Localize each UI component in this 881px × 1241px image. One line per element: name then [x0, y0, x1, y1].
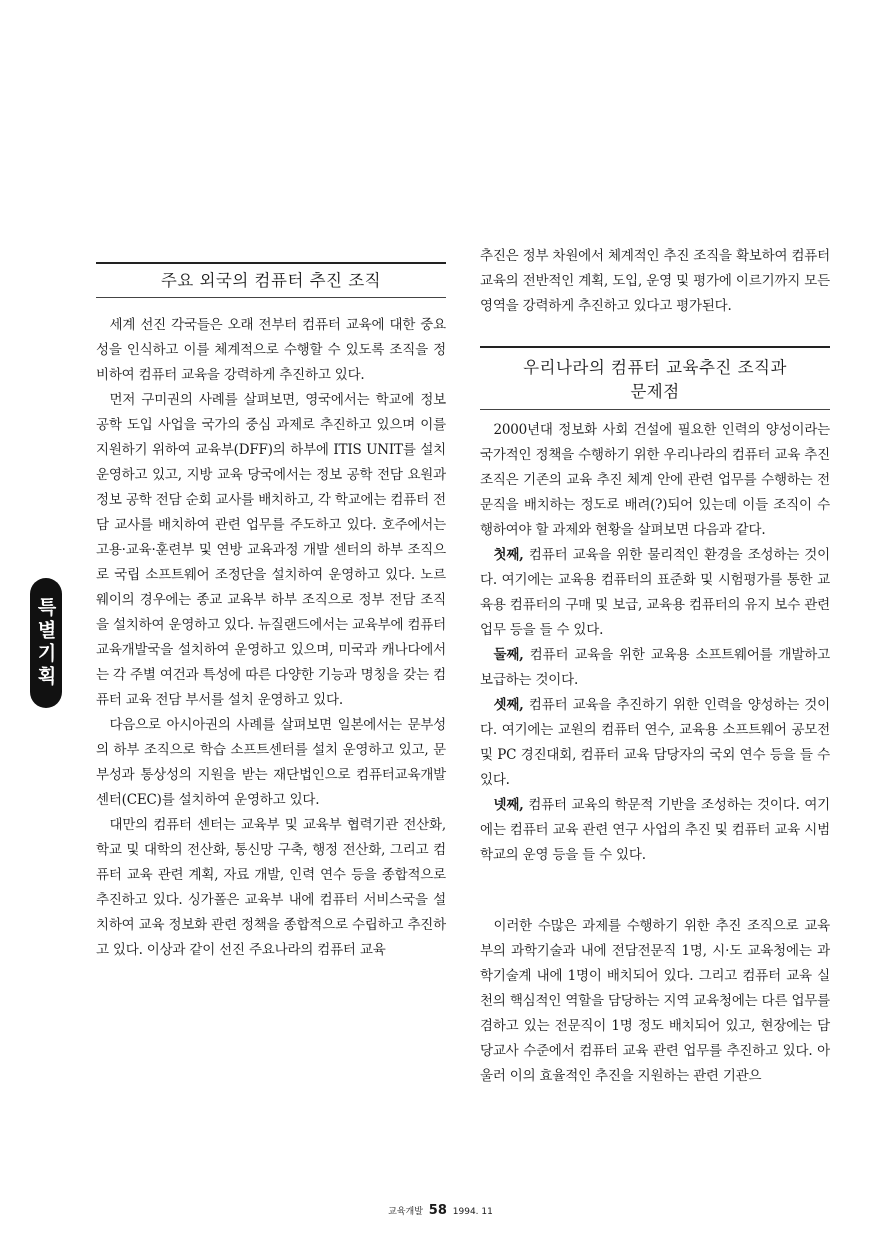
item-lead: 셋째,	[493, 697, 524, 713]
page-footer	[0, 1203, 881, 1218]
page-number: 58	[428, 1203, 447, 1218]
section-heading-korea	[480, 346, 830, 410]
list-item	[480, 793, 830, 868]
paragraph: 다음으로 아시아권의 사례를 살펴보면 일본에서는 문부성의 하부 조직으로 학습 소프트센터를 설치 운영하고 있고, 문부성과 통상성의 지원을 받는 재단법인으로 컴퓨터교육개발 센터(CEC)를 설치하여 운영하고 있다.	[96, 717, 446, 808]
paragraph: 2000년대 정보화 사회 건설에 필요한 인력의 양성이라는 국가적인 정책을 수행하기 위한 우리나라의 컴퓨터 교육 추진 조직은 기존의 교육 추진 체계 안에 관련 업무를 수행하는 전문직을 배치하는 정도로 배려(?)되어 있는데 이들 조직이 수행하여야 할 과제와 현황을 살펴보면 다음과 같다.	[480, 422, 830, 538]
left-body	[96, 313, 446, 963]
right-continuation	[480, 244, 830, 319]
paragraph: 이러한 수많은 과제를 수행하기 위한 추진 조직으로 교육부의 과학기술과 내에 전담전문직 1명, 시·도 교육청에는 과학기술계 내에 1명이 배치되어 있다. 그리고 컴퓨터 교육 실천의 핵심적인 역할을 담당하는 지역 교육청에는 다른 업무를 겸하고 있는 전문직이 1명 정도 배치되어 있고, 현장에는 담당교사 수준에서 컴퓨터 교육 관련 업무를 추진하고 있다. 아울러 이의 효율적인 추진을 지원하는 관련 기관으	[480, 918, 830, 1084]
paragraph: 대만의 컴퓨터 센터는 교육부 및 교육부 협력기관 전산화, 학교 및 대학의 전산화, 통신망 구축, 행정 전산화, 그리고 컴퓨터 교육 관련 계획, 자료 개발, 인력 연수 등을 종합적으로 추진하고 있다. 싱가폴은 교육부 내에 컴퓨터 서비스국을 설치하여 교육 정보화 관련 정책을 종합적으로 수립하고 추진하고 있다. 이상과 같이 선진 주요나라의 컴퓨터 교육	[96, 817, 446, 958]
section-tab: 특별기획	[30, 578, 62, 708]
item-text: 컴퓨터 교육을 위한 물리적인 환경을 조성하는 것이다. 여기에는 교육용 컴퓨터의 표준화 및 시험평가를 통한 교육용 컴퓨터의 구매 및 보급, 교육용 컴퓨터의 유지 보수 관련 업무 등을 들 수 있다.	[480, 547, 830, 638]
heading-line: 문제점	[630, 382, 680, 401]
item-text: 컴퓨터 교육의 학문적 기반을 조성하는 것이다. 여기에는 컴퓨터 교육 관련 연구 사업의 추진 및 컴퓨터 교육 시범학교의 운영 등을 들 수 있다.	[480, 797, 830, 863]
item-lead: 넷째,	[493, 797, 524, 813]
list-item	[480, 543, 830, 643]
list-item	[480, 643, 830, 693]
section-heading-foreign: 주요 외국의 컴퓨터 추진 조직	[96, 262, 446, 298]
item-text: 컴퓨터 교육을 추진하기 위한 인력을 양성하는 것이다. 여기에는 교원의 컴퓨터 연수, 교육용 소프트웨어 공모전 및 PC 경진대회, 컴퓨터 교육 담당자의 국외 연수 등을 들 수 있다.	[480, 697, 830, 788]
paragraph: 세계 선진 각국들은 오래 전부터 컴퓨터 교육에 대한 중요성을 인식하고 이를 체계적으로 수행할 수 있도록 조직을 정비하여 컴퓨터 교육을 강력하게 추진하고 있다.	[96, 317, 446, 383]
heading-line: 우리나라의 컴퓨터 교육추진 조직과	[523, 358, 787, 377]
item-lead: 첫째,	[493, 547, 524, 563]
list-item	[480, 693, 830, 793]
right-body	[480, 418, 830, 868]
paragraph: 먼저 구미권의 사례를 살펴보면, 영국에서는 학교에 정보 공학 도입 사업을 국가의 중심 과제로 추진하고 있으며 이를 지원하기 위하여 교육부(DFF)의 하부에 ITIS UNIT를 설치 운영하고 있고, 지방 교육 당국에서는 정보 공학 전담 요원과 정보 공학 전담 순회 교사를 배치하고, 각 학교에는 컴퓨터 전담 교사를 배치하여 관련 업무를 주도하고 있다. 호주에서는 고용·교육·훈련부 및 연방 교육과정 개발 센터의 하부 조직으로 국립 소프트웨어 조정단을 설치하여 운영하고 있다. 노르웨이의 경우에는 종교 교육부 하부 조직으로 정부 전담 조직을 설치하여 운영하고 있다. 뉴질랜드에서는 교육부에 컴퓨터교육개발국을 설치하여 운영하고 있으며, 미국과 캐나다에서는 각 주별 여건과 특성에 따른 다양한 기능과 명칭을 갖는 컴퓨터 교육 전담 부서를 설치 운영하고 있다.	[96, 392, 446, 708]
item-text: 컴퓨터 교육을 위한 교육용 소프트웨어를 개발하고 보급하는 것이다.	[480, 647, 830, 688]
paragraph: 추진은 정부 차원에서 체계적인 추진 조직을 확보하여 컴퓨터 교육의 전반적인 계획, 도입, 운영 및 평가에 이르기까지 모든 영역을 강력하게 추진하고 있다고 평가된다.	[480, 248, 830, 314]
right-closing	[480, 914, 830, 1089]
journal-name: 교육개발	[388, 1207, 423, 1217]
issue-date: 1994. 11	[452, 1207, 493, 1217]
item-lead: 둘째,	[493, 647, 524, 663]
